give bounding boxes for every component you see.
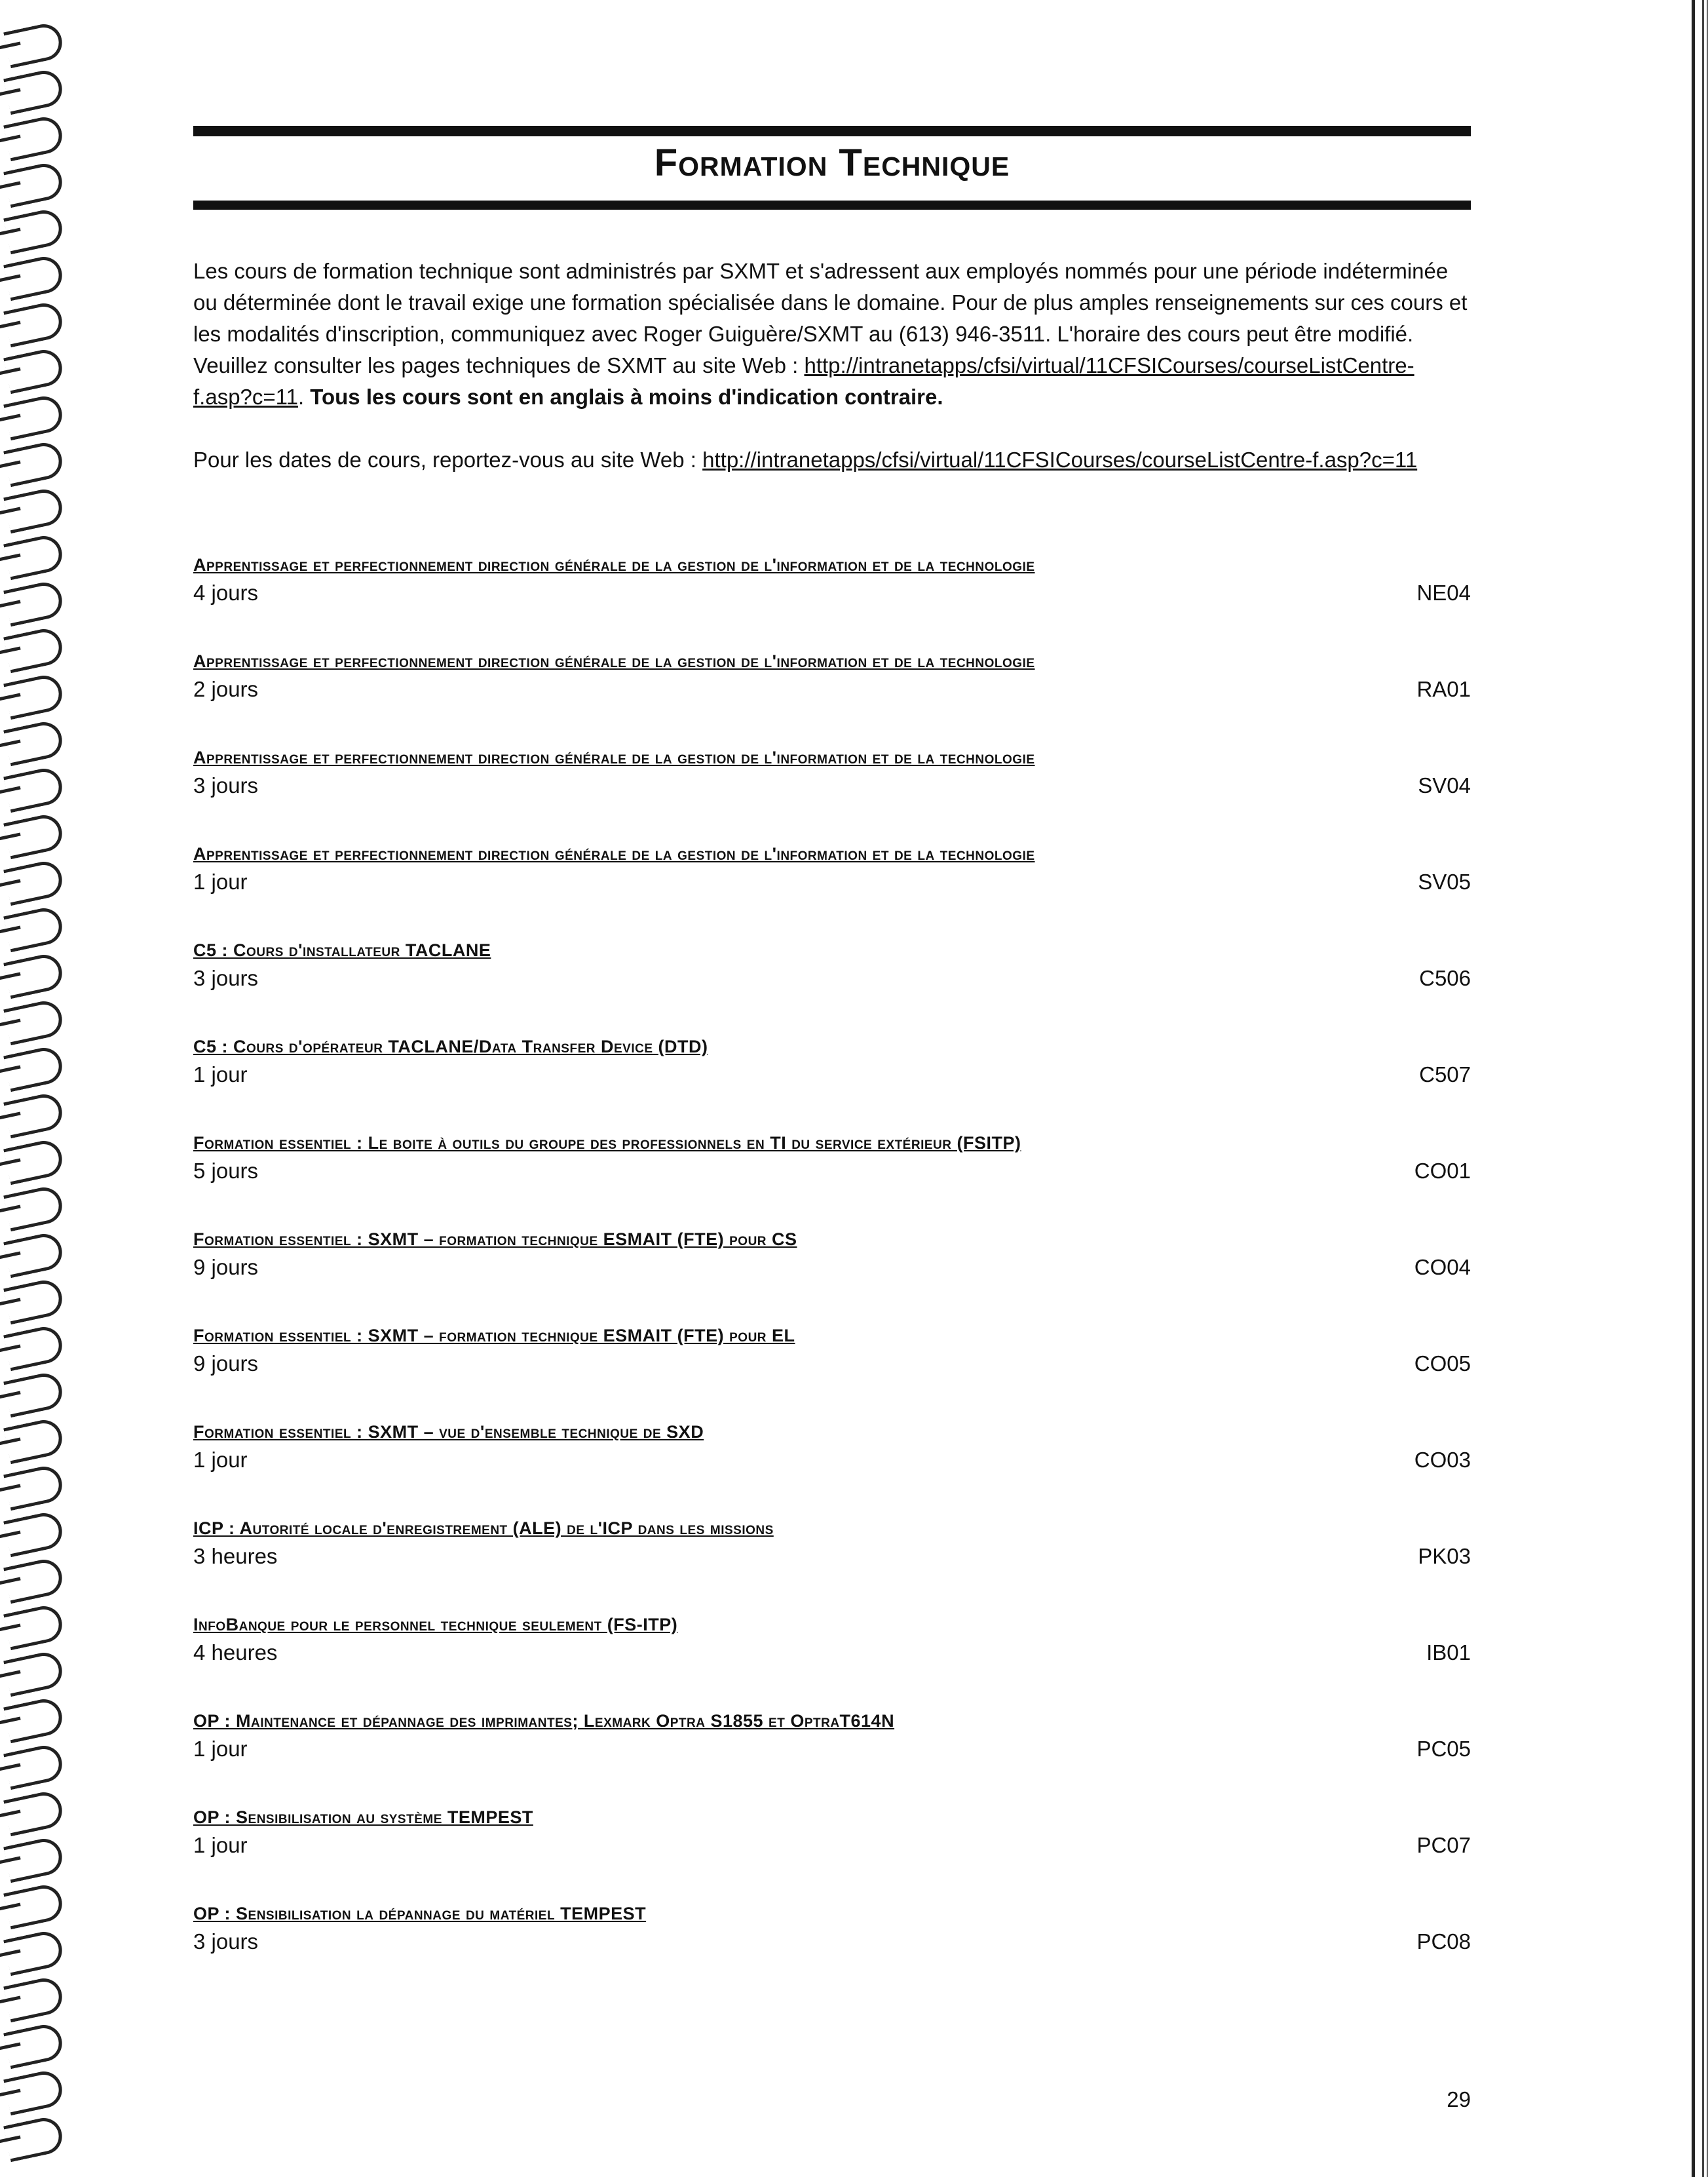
course-code: PC05 — [1416, 1737, 1471, 1761]
course-title: Formation essentiel : SXMT – formation technique ESMAIT (FTE) pour CS — [193, 1229, 797, 1249]
intro-notice: Tous les cours sont en anglais à moins d'indication contraire. — [310, 385, 943, 409]
course-item — [193, 1613, 1471, 1710]
course-title: C5 : Cours d'opérateur TACLANE/Data Transfer Device (DTD) — [193, 1037, 708, 1056]
binding-coil — [3, 998, 66, 1045]
course-item — [193, 1517, 1471, 1613]
course-title: Apprentissage et perfectionnement direction générale de la gestion de l'information et de la technologie — [193, 844, 1035, 864]
binding-coil — [3, 2022, 66, 2069]
dates-paragraph — [193, 444, 1471, 476]
binding-coil — [3, 1510, 66, 1557]
binding-coil — [3, 765, 66, 813]
page-number: 29 — [1447, 2087, 1471, 2111]
course-title: OP : Sensibilisation la dépannage du matériel TEMPEST — [193, 1904, 647, 1923]
dates-link[interactable]: http://intranetapps/cfsi/virtual/11CFSICourses/courseListCentre-f.asp?c=11 — [702, 448, 1418, 472]
binding-coil — [3, 858, 66, 906]
page-edge — [1690, 0, 1708, 2177]
dates-text: Pour les dates de cours, reportez-vous au site Web : — [193, 448, 703, 472]
binding-coil — [3, 1929, 66, 1976]
course-code: PK03 — [1418, 1544, 1471, 1568]
binding-coil — [3, 207, 66, 254]
binding-coil — [3, 440, 66, 487]
course-duration: 1 jour — [193, 1448, 248, 1472]
course-title: C5 : Cours d'installateur TACLANE — [193, 940, 491, 960]
course-title: Formation essentiel : Le boite à outils du groupe des professionnels en TI du service extérieur (FSITP) — [193, 1133, 1021, 1153]
course-item — [193, 1324, 1471, 1421]
course-item — [193, 1132, 1471, 1228]
course-list — [193, 554, 1471, 1999]
binding-coil — [3, 812, 66, 859]
binding-coil — [3, 1882, 66, 1929]
binding-coil — [3, 533, 66, 580]
course-duration: 4 jours — [193, 581, 259, 605]
course-duration: 1 jour — [193, 1737, 248, 1761]
binding-coil — [3, 1277, 66, 1324]
intro-section — [193, 256, 1471, 476]
binding-coil — [3, 1649, 66, 1697]
course-duration: 5 jours — [193, 1159, 259, 1183]
binding-coil — [3, 1045, 66, 1092]
binding-coil — [3, 1417, 66, 1464]
course-item — [193, 650, 1471, 746]
binding-coil — [3, 1091, 66, 1138]
course-item — [193, 746, 1471, 843]
course-title: Apprentissage et perfectionnement direction générale de la gestion de l'information et de la technologie — [193, 651, 1035, 671]
binding-coil — [3, 67, 66, 115]
course-item — [193, 1421, 1471, 1517]
course-duration: 3 jours — [193, 773, 259, 798]
binding-coil — [3, 952, 66, 999]
course-title: OP : Maintenance et dépannage des imprimantes; Lexmark Optra S1855 et OptraT614N — [193, 1711, 895, 1731]
binding-coil — [3, 1603, 66, 1650]
course-code: CO04 — [1414, 1255, 1471, 1279]
binding-coil — [3, 1556, 66, 1604]
course-code: IB01 — [1426, 1640, 1471, 1665]
binding-coil — [3, 114, 66, 161]
course-code: SV04 — [1418, 773, 1471, 798]
course-duration: 1 jour — [193, 1833, 248, 1857]
course-duration: 3 jours — [193, 1929, 259, 1954]
binding-coil — [3, 905, 66, 952]
binding-coil — [3, 1975, 66, 2022]
course-duration: 1 jour — [193, 1062, 248, 1087]
course-title: Apprentissage et perfectionnement direction générale de la gestion de l'information et de la technologie — [193, 748, 1035, 767]
course-duration: 3 jours — [193, 966, 259, 990]
course-item — [193, 1902, 1471, 1999]
binding-coil — [3, 1231, 66, 1278]
course-item — [193, 1035, 1471, 1132]
course-code: NE04 — [1416, 581, 1471, 605]
binding-coil — [3, 1696, 66, 1743]
course-code: PC07 — [1416, 1833, 1471, 1857]
spiral-binding — [0, 0, 72, 2177]
binding-coil — [3, 2068, 66, 2115]
course-duration: 1 jour — [193, 870, 248, 894]
binding-coil — [3, 579, 66, 626]
course-code: C507 — [1419, 1062, 1471, 1087]
course-item — [193, 1806, 1471, 1902]
binding-coil — [3, 21, 66, 68]
binding-coil — [3, 347, 66, 394]
intro-paragraph — [193, 256, 1471, 413]
binding-coil — [3, 1836, 66, 1883]
course-title: ICP : Autorité locale d'enregistrement (ALE) de l'ICP dans les missions — [193, 1518, 774, 1538]
intro-text: Les cours de formation technique sont administrés par SXMT et s'adressent aux employés nommés pour une période indéterminée ou déterminée dont le travail exige une formation spécialisée dans le domaine. Pour de plus amples renseignements sur ces cours et les modalités d'inscription, communiquez avec Roger Guiguère/SXMT au (613) 946-3511. L'horaire des cours peut être modifié. Veuillez consulter les pages techniques de SXMT au site Web : — [193, 259, 1468, 377]
binding-coil — [3, 719, 66, 766]
course-duration: 2 jours — [193, 677, 259, 701]
course-title: Formation essentiel : SXMT – vue d'ensemble technique de SXD — [193, 1422, 704, 1442]
course-duration: 4 heures — [193, 1640, 278, 1665]
binding-coil — [3, 300, 66, 347]
binding-coil — [3, 393, 66, 440]
intro-link-suffix: . — [297, 385, 311, 409]
intro-link[interactable]: http://intranetapps/cfsi/virtual/11CFSICourses/courseListCentre-f.asp?c=11 — [193, 353, 1414, 409]
binding-coil — [3, 1138, 66, 1185]
course-title: OP : Sensibilisation au système TEMPEST — [193, 1807, 533, 1827]
binding-coil — [3, 1463, 66, 1511]
course-item — [193, 939, 1471, 1035]
binding-coil — [3, 1324, 66, 1371]
page-title: Formation Technique — [654, 142, 1010, 184]
course-code: CO03 — [1414, 1448, 1471, 1472]
header-rule-top — [193, 126, 1471, 136]
course-code: RA01 — [1416, 677, 1471, 701]
course-item — [193, 554, 1471, 650]
binding-coil — [3, 1789, 66, 1836]
course-title: InfoBanque pour le personnel technique seulement (FS-ITP) — [193, 1615, 678, 1634]
course-title: Formation essentiel : SXMT – formation technique ESMAIT (FTE) pour EL — [193, 1326, 795, 1345]
course-code: CO01 — [1414, 1159, 1471, 1183]
course-duration: 3 heures — [193, 1544, 278, 1568]
course-duration: 9 jours — [193, 1351, 259, 1376]
binding-coil — [3, 254, 66, 301]
binding-coil — [3, 1184, 66, 1231]
course-code: PC08 — [1416, 1929, 1471, 1954]
course-code: C506 — [1419, 966, 1471, 990]
binding-coil — [3, 626, 66, 673]
course-item — [193, 843, 1471, 939]
binding-coil — [3, 1743, 66, 1790]
binding-coil — [3, 161, 66, 208]
binding-coil — [3, 672, 66, 720]
course-code: CO05 — [1414, 1351, 1471, 1376]
binding-coil — [3, 486, 66, 533]
header-rule-bottom — [193, 201, 1471, 210]
course-code: SV05 — [1418, 870, 1471, 894]
course-item — [193, 1228, 1471, 1324]
course-duration: 9 jours — [193, 1255, 259, 1279]
course-title: Apprentissage et perfectionnement direction générale de la gestion de l'information et de la technologie — [193, 555, 1035, 575]
course-item — [193, 1710, 1471, 1806]
binding-coil — [3, 2115, 66, 2162]
binding-coil — [3, 1370, 66, 1417]
